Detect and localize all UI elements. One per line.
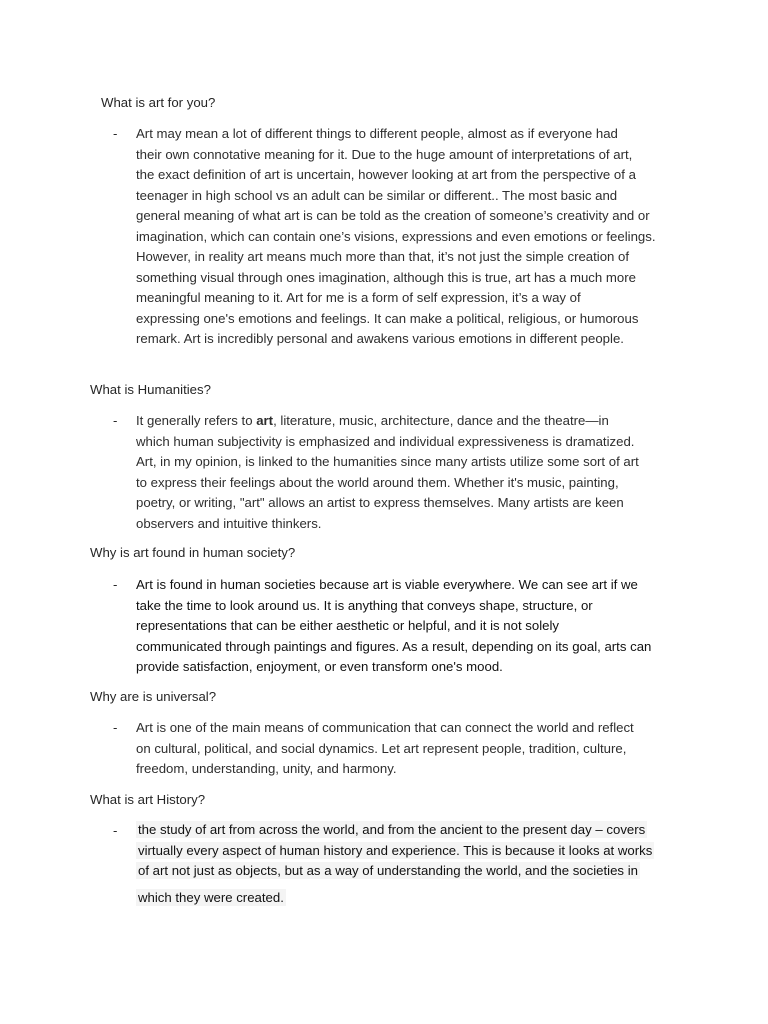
answer-text: , literature, music, architecture, dance and the theatre—in [273,413,609,428]
answer-line: general meaning of what art is can be told as the creation of someone’s creativity and or [136,208,650,223]
answer-line [136,888,681,909]
answer-line: provide satisfaction, enjoyment, or even transform one's mood. [136,659,503,674]
answer-line: communicated through paintings and figures. As a result, depending on its goal, arts can [136,638,652,654]
answer-line: remark. Art is incredibly personal and awakens various emotions in different people. [136,331,624,346]
answer-art-history [136,820,681,908]
bullet-dash: - [113,413,118,428]
answer-line [136,861,681,882]
answer-line: freedom, understanding, unity, and harmony. [136,761,397,776]
highlighted-text: the study of art from across the world, and from the ancient to the present day – covers [138,822,646,837]
answer-art-in-society [136,575,681,678]
highlighted-text: which they were created. [138,889,284,905]
answer-text: It generally refers to [136,413,257,428]
answer-line: which human subjectivity is emphasized and individual expressiveness is dramatized. [136,433,635,449]
answer-line [136,841,681,862]
answer-line [136,411,681,432]
answer-line: observers and intuitive thinkers. [136,515,322,531]
bullet-dash: - [113,126,118,141]
answer-line: meaningful meaning to it. Art for me is a form of self expression, it’s a way of [136,290,581,305]
answer-line [136,820,681,841]
answer-line: Art is one of the main means of communication that can connect the world and reflect [136,720,634,735]
answer-line: teenager in high school vs an adult can be similar or different.. The most basic and [136,187,618,203]
answer-line: expressing one's emotions and feelings. It can make a political, religious, or humorous [136,310,639,326]
answer-line: their own connotative meaning for it. Due to the huge amount of interpretations of art, [136,146,633,162]
answer-line: imagination, which can contain one’s visions, expressions and even emotions or feelings. [136,228,656,244]
question-art-history: What is art History? [90,792,206,807]
question-humanities: What is Humanities? [90,382,211,397]
question-art-for-you: What is art for you? [101,95,216,110]
bullet-dash: - [113,823,118,838]
question-art-in-society: Why is art found in human society? [90,545,296,560]
answer-line: on cultural, political, and social dynamics. Let art represent people, tradition, culture, [136,740,627,756]
answer-universal [136,718,681,780]
answer-line: to express their feelings about the world around them. Whether it's music, painting, [136,474,619,490]
bullet-dash: - [113,577,118,592]
answer-line: take the time to look around us. It is anything that conveys shape, structure, or [136,597,593,613]
answer-line: Art may mean a lot of different things to different people, almost as if everyone had [136,126,618,141]
bold-word-art: art [256,413,274,428]
answer-line: something visual through ones imagination, although this is true, art has a much more [136,269,636,285]
answer-art-for-you [136,124,681,350]
question-universal: Why are is universal? [90,689,217,704]
answer-line: poetry, or writing, "art" allows an artist to express themselves. Many artists are keen [136,495,624,510]
highlighted-text: of art not just as objects, but as a way of understanding the world, and the societies in [138,863,638,878]
answer-line: Art, in my opinion, is linked to the humanities since many artists utilize some sort of art [136,454,639,469]
answer-line: However, in reality art means much more than that, it’s not just the simple creation of [136,249,630,264]
highlighted-text: virtually every aspect of human history and experience. This is because it looks at works [138,842,653,858]
answer-line: Art is found in human societies because art is viable everywhere. We can see art if we [136,577,638,592]
answer-line: representations that can be either aesthetic or helpful, and it is not solely [136,618,559,633]
answer-humanities [136,411,681,534]
bullet-dash: - [113,720,118,735]
answer-line: the exact definition of art is uncertain, however looking at art from the perspective of a [136,167,636,182]
